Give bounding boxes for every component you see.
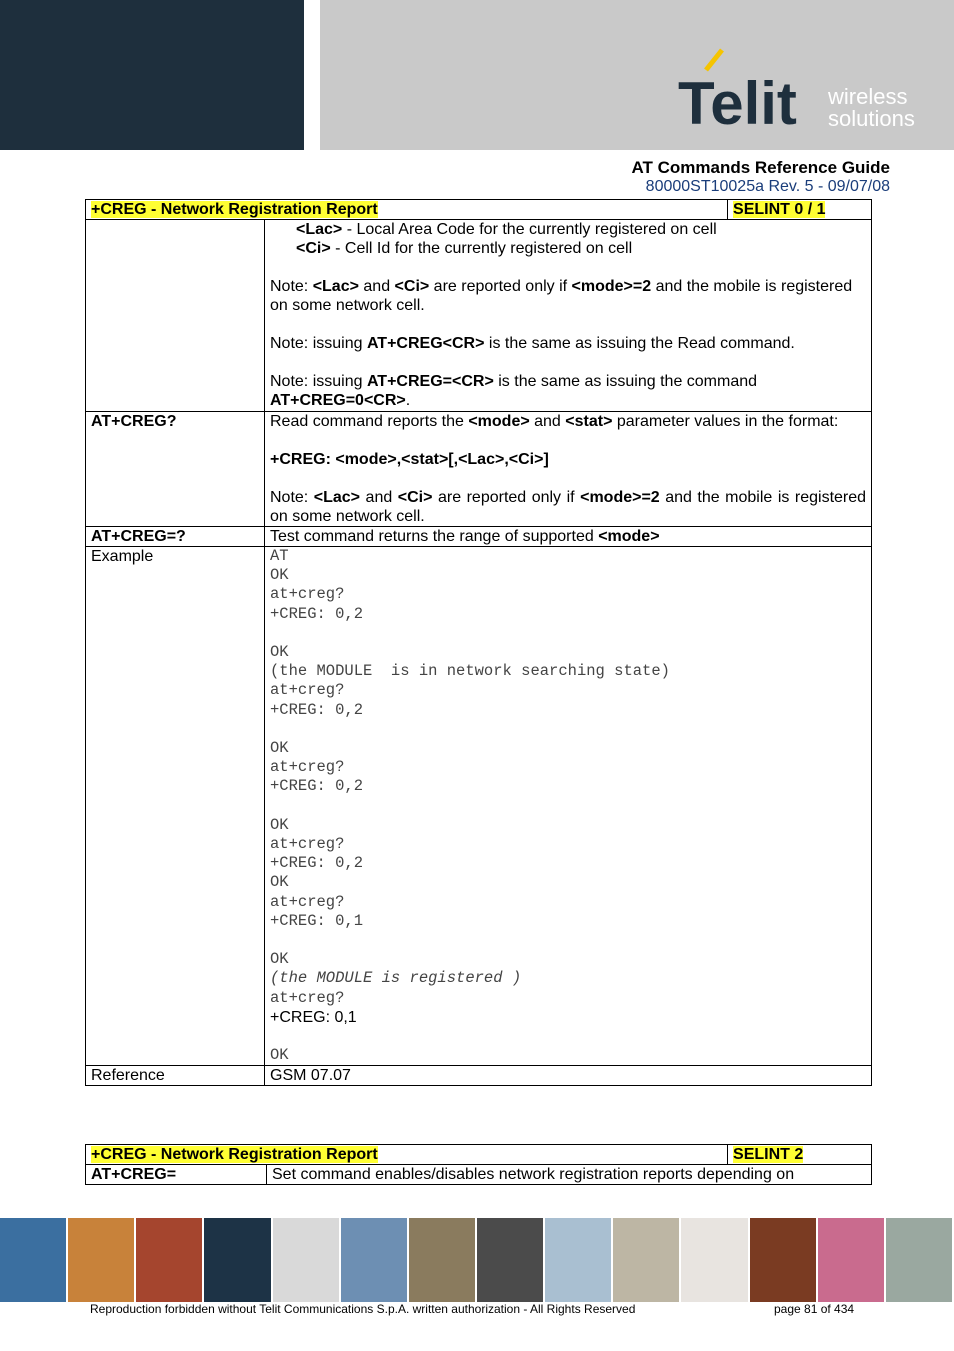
photo-tile xyxy=(68,1218,136,1302)
table1-header-row xyxy=(86,200,872,220)
ci-param: <Ci> - Cell Id for the currently registered on cell xyxy=(296,240,633,257)
footer-photo-strip xyxy=(0,1218,954,1302)
photo-tile xyxy=(681,1218,749,1302)
continuation-desc-cell xyxy=(265,220,872,412)
photo-tile xyxy=(818,1218,886,1302)
table1-title-cell xyxy=(86,200,728,220)
logo-accent-stroke xyxy=(706,50,722,70)
lac-param: <Lac> - Local Area Code for the currently registered on cell xyxy=(296,221,717,238)
logo-sub-text-2: solutions xyxy=(828,106,915,131)
example-label: Example xyxy=(86,547,265,1066)
reference-label: Reference xyxy=(86,1066,265,1086)
table1-continuation-row xyxy=(86,220,872,412)
doc-title: AT Commands Reference Guide xyxy=(631,158,890,177)
read-command-row xyxy=(86,412,872,527)
read-command-label: AT+CREG? xyxy=(86,412,265,527)
read-note: Note: <Lac> and <Ci> are reported only if <mode>=2 and the mobile is registered on some network cell. xyxy=(270,489,867,525)
photo-tile xyxy=(750,1218,818,1302)
table2-tag-cell xyxy=(728,1145,872,1165)
header-dark-panel xyxy=(0,0,304,150)
reference-row xyxy=(86,1066,872,1086)
test-command-row xyxy=(86,527,872,547)
creg-table-selint01 xyxy=(85,199,872,1086)
example-last-ok: OK xyxy=(270,1045,289,1064)
example-code-cell xyxy=(265,547,872,1066)
note-read-equivalent: Note: issuing AT+CREG<CR> is the same as issuing the Read command. xyxy=(270,335,795,352)
logo-main-text: Telit xyxy=(678,70,797,137)
table1-selint-tag: SELINT 0 / 1 xyxy=(733,201,826,218)
example-registered-comment: (the MODULE is registered ) xyxy=(270,969,522,988)
read-command-desc: Read command reports the <mode> and <stat> parameter values in the format: +CREG: <mode>,<stat>[,<Lac>,<Ci>] Note: <Lac> and <Ci> are reported only if <mode>=2 and the mobile is registered on some network cell. xyxy=(265,412,872,527)
photo-tile xyxy=(545,1218,613,1302)
photo-tile xyxy=(477,1218,545,1302)
read-format: +CREG: <mode>,<stat>[,<Lac>,<Ci>] xyxy=(270,451,549,468)
logo-sub-text-1: wireless xyxy=(828,84,908,109)
test-command-label: AT+CREG=? xyxy=(86,527,265,547)
photo-tile xyxy=(341,1218,409,1302)
table2-title-cell xyxy=(86,1145,728,1165)
photo-tile xyxy=(273,1218,341,1302)
set-command-label: AT+CREG= xyxy=(86,1165,267,1185)
table2-title: +CREG - Network Registration Report xyxy=(91,1146,378,1163)
continuation-label-cell xyxy=(86,220,265,412)
table1-tag-cell xyxy=(728,200,872,220)
footer-copyright: Reproduction forbidden without Telit Communications S.p.A. written authorization - All Rights Reserved xyxy=(90,1302,636,1316)
page-number: page 81 of 434 xyxy=(774,1302,855,1316)
example-last-query: at+creg? xyxy=(270,988,345,1007)
photo-tile xyxy=(136,1218,204,1302)
set-command-desc: Set command enables/disables network registration reports depending on xyxy=(267,1165,872,1185)
set-command-row xyxy=(86,1165,872,1185)
photo-tile xyxy=(204,1218,272,1302)
doc-revision: 80000ST10025a Rev. 5 - 09/07/08 xyxy=(645,178,890,195)
creg-table-selint2 xyxy=(85,1144,872,1185)
table2-header-row xyxy=(86,1145,872,1165)
test-command-desc: Test command returns the range of supported <mode> xyxy=(265,527,872,547)
example-code-block: AT OK at+creg? +CREG: 0,2 OK (the MODULE is in network searching state) at+creg? +CREG: 0,2 OK at+creg? +CREG: 0,2 OK at+creg? +CREG: 0,2 OK at+creg? +CREG: 0,1 OK xyxy=(270,547,670,969)
note-set-equivalent: Note: issuing AT+CREG=<CR> is the same as issuing the command AT+CREG=0<CR>. xyxy=(270,373,758,409)
reference-value: GSM 07.07 xyxy=(265,1066,872,1086)
telit-logo xyxy=(676,48,936,138)
photo-tile xyxy=(409,1218,477,1302)
example-result: +CREG: 0,1 xyxy=(270,1008,357,1026)
table2-selint-tag: SELINT 2 xyxy=(733,1146,804,1163)
example-row xyxy=(86,547,872,1066)
note-lac-ci: Note: <Lac> and <Ci> are reported only if <mode>=2 and the mobile is registered on some network cell. xyxy=(270,278,853,314)
photo-tile xyxy=(886,1218,954,1302)
photo-tile xyxy=(613,1218,681,1302)
photo-tile xyxy=(0,1218,68,1302)
table1-title: +CREG - Network Registration Report xyxy=(91,201,378,218)
